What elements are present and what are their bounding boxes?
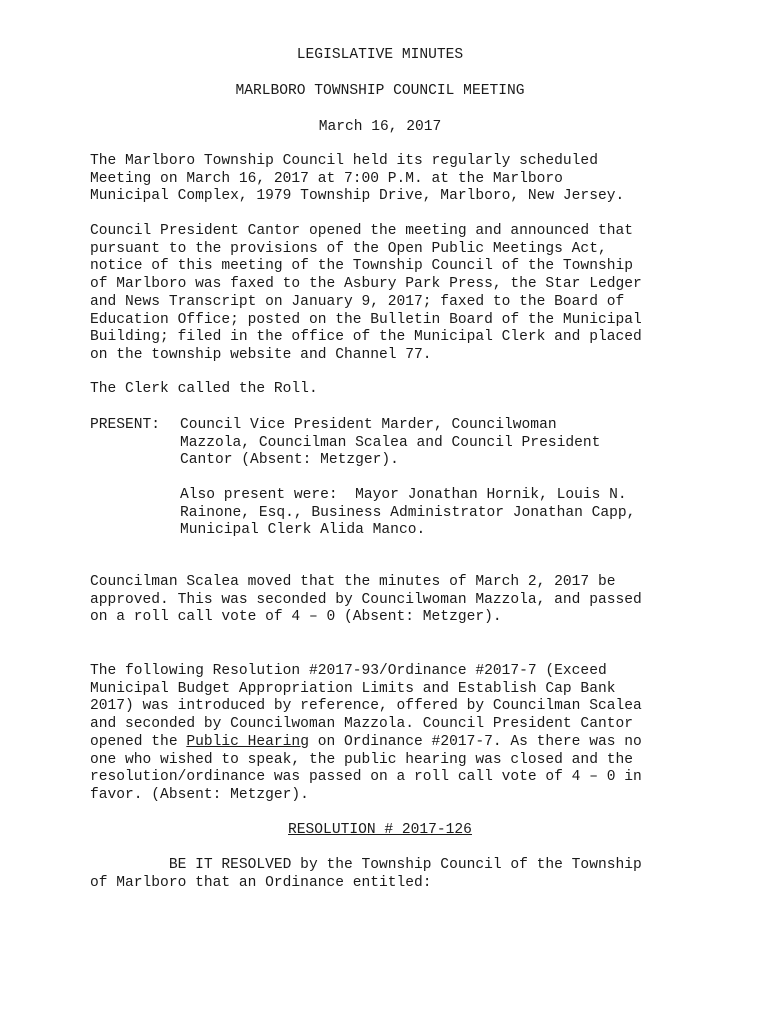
text-line: Council President Cantor opened the meeting and announced that xyxy=(90,223,633,239)
text-line: Meeting on March 16, 2017 at 7:00 P.M. at the Marlboro xyxy=(90,170,563,187)
present-members xyxy=(180,417,690,470)
text-line: of Marlboro was faxed to the Asbury Park Press, the Star Ledger xyxy=(90,276,642,293)
text-line: The following Resolution #2017-93/Ordinance #2017-7 (Exceed xyxy=(90,663,607,679)
notice-paragraph xyxy=(90,223,690,365)
text-line: and seconded by Councilwoman Mazzola. Council President Cantor xyxy=(90,716,633,733)
resolved-paragraph xyxy=(90,857,690,892)
text-line: pursuant to the provisions of the Open Public Meetings Act, xyxy=(90,240,607,257)
text-line: Councilman Scalea moved that the minutes of March 2, 2017 be xyxy=(90,574,616,590)
text-line: Building; filed in the office of the Municipal Clerk and placed xyxy=(90,329,642,346)
text-segment: opened the xyxy=(90,733,187,750)
text-line: 2017) was introduced by reference, offered by Councilman Scalea xyxy=(90,698,642,715)
present-label: PRESENT: xyxy=(90,417,161,433)
text-line: resolution/ordinance was passed on a roll call vote of 4 – 0 in xyxy=(90,769,642,786)
meeting-date: March 16, 2017 xyxy=(318,119,442,135)
text-line: The Clerk called the Roll. xyxy=(90,381,318,397)
text-line: approved. This was seconded by Councilwoman Mazzola, and passed xyxy=(90,591,642,608)
text-line: one who wished to speak, the public hearing was closed and the xyxy=(90,751,633,768)
public-hearing-underlined: Public Hearing xyxy=(186,733,309,750)
text-line: BE IT RESOLVED by the Township Council of the Township xyxy=(90,857,642,873)
text-line: Municipal Clerk Alida Manco. xyxy=(180,522,426,539)
text-line: notice of this meeting of the Township Council of the Township xyxy=(90,258,633,275)
present-section xyxy=(90,417,690,547)
text-line: and News Transcript on January 9, 2017; faxed to the Board of xyxy=(90,293,625,310)
text-line xyxy=(90,734,690,752)
intro-paragraph xyxy=(90,153,690,206)
text-line: Cantor (Absent: Metzger). xyxy=(180,452,399,469)
minutes-approval-paragraph xyxy=(90,574,690,627)
text-line: Also present were: Mayor Jonathan Hornik, Louis N. xyxy=(180,487,627,503)
text-line: on the township website and Channel 77. xyxy=(90,346,432,363)
resolution-heading: RESOLUTION # 2017-126 xyxy=(288,822,472,838)
resolution-intro-paragraph xyxy=(90,663,690,805)
text-segment: on Ordinance #2017-7. As there was no xyxy=(308,733,642,750)
meeting-subtitle: MARLBORO TOWNSHIP COUNCIL MEETING xyxy=(235,83,525,99)
also-present xyxy=(180,487,690,540)
text-line: Mazzola, Councilman Scalea and Council President xyxy=(180,434,601,451)
text-line: on a roll call vote of 4 – 0 (Absent: Metzger). xyxy=(90,609,502,626)
text-line: Rainone, Esq., Business Administrator Jonathan Capp, xyxy=(180,504,636,521)
text-line: favor. (Absent: Metzger). xyxy=(90,786,309,803)
text-line: Municipal Budget Appropriation Limits and Establish Cap Bank xyxy=(90,680,616,697)
text-line: of Marlboro that an Ordinance entitled: xyxy=(90,874,432,891)
text-line: Education Office; posted on the Bulletin Board of the Municipal xyxy=(90,311,642,328)
text-line: Municipal Complex, 1979 Township Drive, Marlboro, New Jersey. xyxy=(90,188,625,205)
document-title: LEGISLATIVE MINUTES xyxy=(296,47,464,63)
text-line: The Marlboro Township Council held its regularly scheduled xyxy=(90,153,598,169)
roll-call-paragraph xyxy=(90,381,690,399)
text-line: Council Vice President Marder, Councilwoman xyxy=(180,417,557,433)
